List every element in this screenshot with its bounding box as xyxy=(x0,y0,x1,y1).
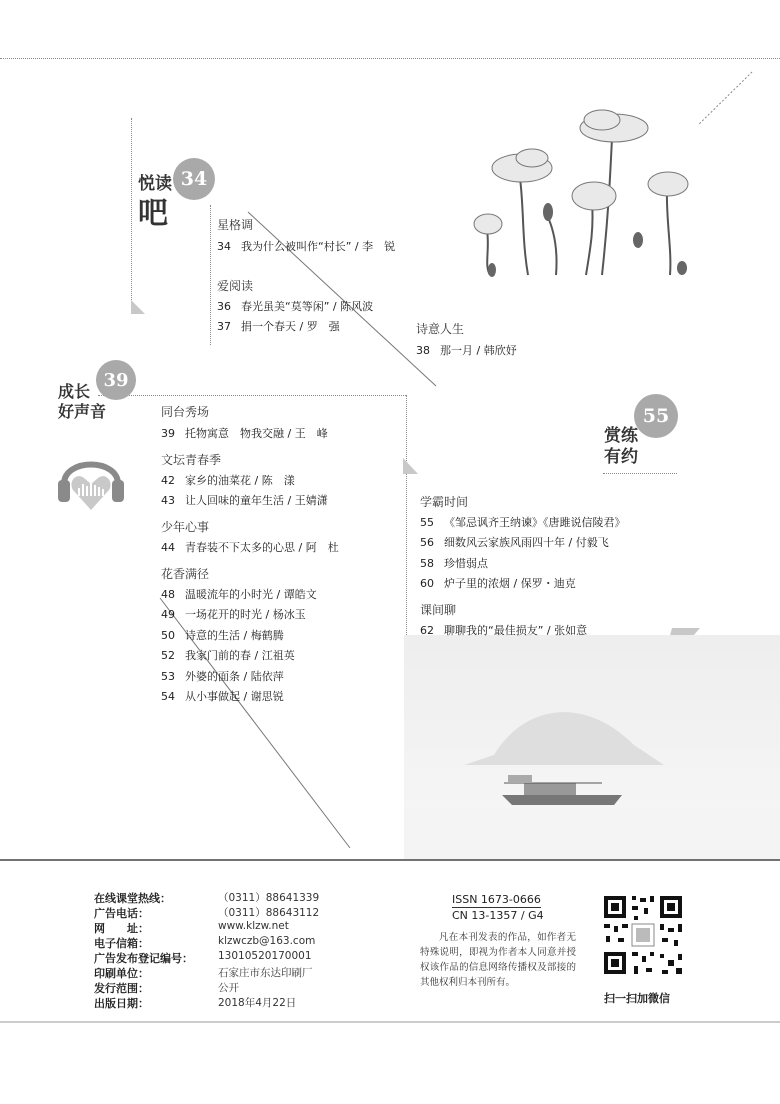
category-kejianliao: 课间聊 xyxy=(420,603,457,617)
lake-boat-photo xyxy=(404,635,780,859)
shanglian-page-badge: 55 xyxy=(634,394,678,438)
toc-entry[interactable] xyxy=(161,472,295,488)
footer-label-pub-date: 出版日期： xyxy=(94,997,149,1010)
headphones-heart-icon xyxy=(56,440,126,514)
toc-title: 托物寓意 物我交融 / 王 峰 xyxy=(185,427,328,440)
flowers-illustration xyxy=(462,100,698,280)
chengzhang-title-line2: 好声音 xyxy=(58,402,107,421)
toc-entry[interactable] xyxy=(420,555,488,571)
toc-title: 从小事做起 / 谢思锐 xyxy=(185,690,284,703)
toc-page-number: 49 xyxy=(161,608,175,621)
toc-title: 一场花开的时光 / 杨冰玉 xyxy=(185,608,306,621)
category-xinggediao: 星格调 xyxy=(217,218,254,232)
footer-value-website[interactable]: www.klzw.net xyxy=(218,920,289,932)
footer-label-website: 网 址： xyxy=(94,922,149,935)
footer-label-printer: 印刷单位： xyxy=(94,967,149,980)
toc-page-number: 44 xyxy=(161,541,175,554)
toc-page-number: 48 xyxy=(161,588,175,601)
chengzhang-page-badge: 39 xyxy=(96,360,136,400)
footer-value-ad-phone: （0311）88643112 xyxy=(218,907,320,919)
toc-page-number: 60 xyxy=(420,577,434,590)
toc-title: 诗意的生活 / 梅鹤腾 xyxy=(185,629,284,642)
toc-page-number: 37 xyxy=(217,320,231,333)
toc-title: 温暖流年的小时光 / 谭皓文 xyxy=(185,588,317,601)
footer-label-hotline: 在线课堂热线： xyxy=(94,892,171,905)
yuedu-title-line2: 吧 xyxy=(138,196,168,231)
toc-page-number: 52 xyxy=(161,649,175,662)
toc-title: 《邹忌讽齐王纳谏》《唐雎说信陵君》 xyxy=(444,516,626,529)
category-xuebashijian: 学霸时间 xyxy=(420,495,469,509)
copyright-notice: 凡在本刊发表的作品，如作者无特殊说明，即视为作者本人同意并授权该作品的信息网络传播权及部接的其他权利归本刊所有。 xyxy=(420,932,576,988)
toc-entry[interactable] xyxy=(420,514,626,530)
category-huaxiangmanjing: 花香满径 xyxy=(161,567,210,581)
toc-entry[interactable] xyxy=(420,534,609,550)
toc-title: 珍惜弱点 xyxy=(444,557,488,570)
toc-page-number: 56 xyxy=(420,536,434,549)
toc-page-number: 58 xyxy=(420,557,434,570)
qr-code[interactable] xyxy=(598,890,688,980)
issn: ISSN 1673-0666 xyxy=(452,893,541,906)
toc-entry[interactable] xyxy=(161,539,339,555)
toc-entry[interactable] xyxy=(161,492,328,508)
category-aiyuedu: 爱阅读 xyxy=(217,279,254,293)
toc-entry[interactable] xyxy=(161,627,284,643)
toc-page-number: 62 xyxy=(420,624,434,637)
toc-title: 聊聊我的“最佳损友” / 张如意 xyxy=(444,624,588,637)
toc-entry[interactable] xyxy=(217,318,340,334)
footer-label-distribution: 发行范围： xyxy=(94,982,149,995)
toc-entry[interactable] xyxy=(420,622,587,638)
toc-page-number: 42 xyxy=(161,474,175,487)
toc-entry[interactable] xyxy=(161,668,284,684)
toc-entry[interactable] xyxy=(161,606,306,622)
toc-entry[interactable] xyxy=(420,575,576,591)
footer-value-ad-registration: 13010520170001 xyxy=(218,950,312,962)
toc-page-number: 36 xyxy=(217,300,231,313)
qr-caption: 扫一扫加微信 xyxy=(604,992,670,1005)
toc-title: 外婆的面条 / 陆依萍 xyxy=(185,670,284,683)
toc-page-number: 53 xyxy=(161,670,175,683)
category-tongtaixiuchang: 同台秀场 xyxy=(161,405,210,419)
toc-page-number: 54 xyxy=(161,690,175,703)
toc-entry[interactable] xyxy=(161,425,328,441)
yuedu-page-badge: 34 xyxy=(173,158,215,200)
shanglian-title-line1: 赏练 xyxy=(604,426,638,446)
toc-page-number: 39 xyxy=(161,427,175,440)
footer-label-ad-registration: 广告发布登记编号： xyxy=(94,952,193,965)
category-shiyirensheng: 诗意人生 xyxy=(416,322,465,336)
toc-page-number: 43 xyxy=(161,494,175,507)
footer-value-distribution: 公开 xyxy=(218,982,239,994)
toc-entry[interactable] xyxy=(217,238,395,254)
toc-title: 细数风云家族风雨四十年 / 付毅飞 xyxy=(444,536,609,549)
toc-title: 青春装不下太多的心思 / 阿 杜 xyxy=(185,541,339,554)
category-wentanqingchunji: 文坛青春季 xyxy=(161,453,222,467)
footer-value-hotline: （0311）88641339 xyxy=(218,892,320,904)
toc-page-number: 50 xyxy=(161,629,175,642)
toc-entry[interactable] xyxy=(161,586,317,602)
toc-title: 让人回味的童年生活 / 王婧潇 xyxy=(185,494,328,507)
cn-number: CN 13-1357 / G4 xyxy=(452,909,544,922)
toc-page-number: 55 xyxy=(420,516,434,529)
footer-value-pub-date: 2018年4月22日 xyxy=(218,997,297,1009)
footer-value-printer: 石家庄市东达印刷厂 xyxy=(218,967,313,979)
toc-title: 炉子里的浓烟 / 保罗・迪克 xyxy=(444,577,576,590)
toc-entry[interactable] xyxy=(161,688,284,704)
toc-page-number: 34 xyxy=(217,240,231,253)
footer-value-email[interactable]: klzwczb@163.com xyxy=(218,935,316,947)
category-shaonianxinshi: 少年心事 xyxy=(161,520,210,534)
toc-title: 那一月 / 韩欣妤 xyxy=(440,344,517,357)
chengzhang-title-line1: 成长 xyxy=(58,382,91,401)
toc-entry[interactable] xyxy=(416,342,517,358)
toc-title: 春光虽美“莫等闲” / 陈风波 xyxy=(241,300,374,313)
footer-label-ad-phone: 广告电话： xyxy=(94,907,149,920)
shanglian-title-line2: 有约 xyxy=(604,447,638,467)
toc-title: 我家门前的春 / 江祖英 xyxy=(185,649,295,662)
toc-title: 我为什么被叫作“村长” / 李 锐 xyxy=(241,240,396,253)
toc-entry[interactable] xyxy=(161,647,295,663)
toc-entry[interactable] xyxy=(217,298,373,314)
yuedu-title-line1: 悦读 xyxy=(138,174,172,194)
toc-page-number: 38 xyxy=(416,344,430,357)
toc-title: 捐一个春天 / 罗 强 xyxy=(241,320,340,333)
toc-title: 家乡的油菜花 / 陈 漾 xyxy=(185,474,295,487)
footer-label-email: 电子信箱： xyxy=(94,937,149,950)
